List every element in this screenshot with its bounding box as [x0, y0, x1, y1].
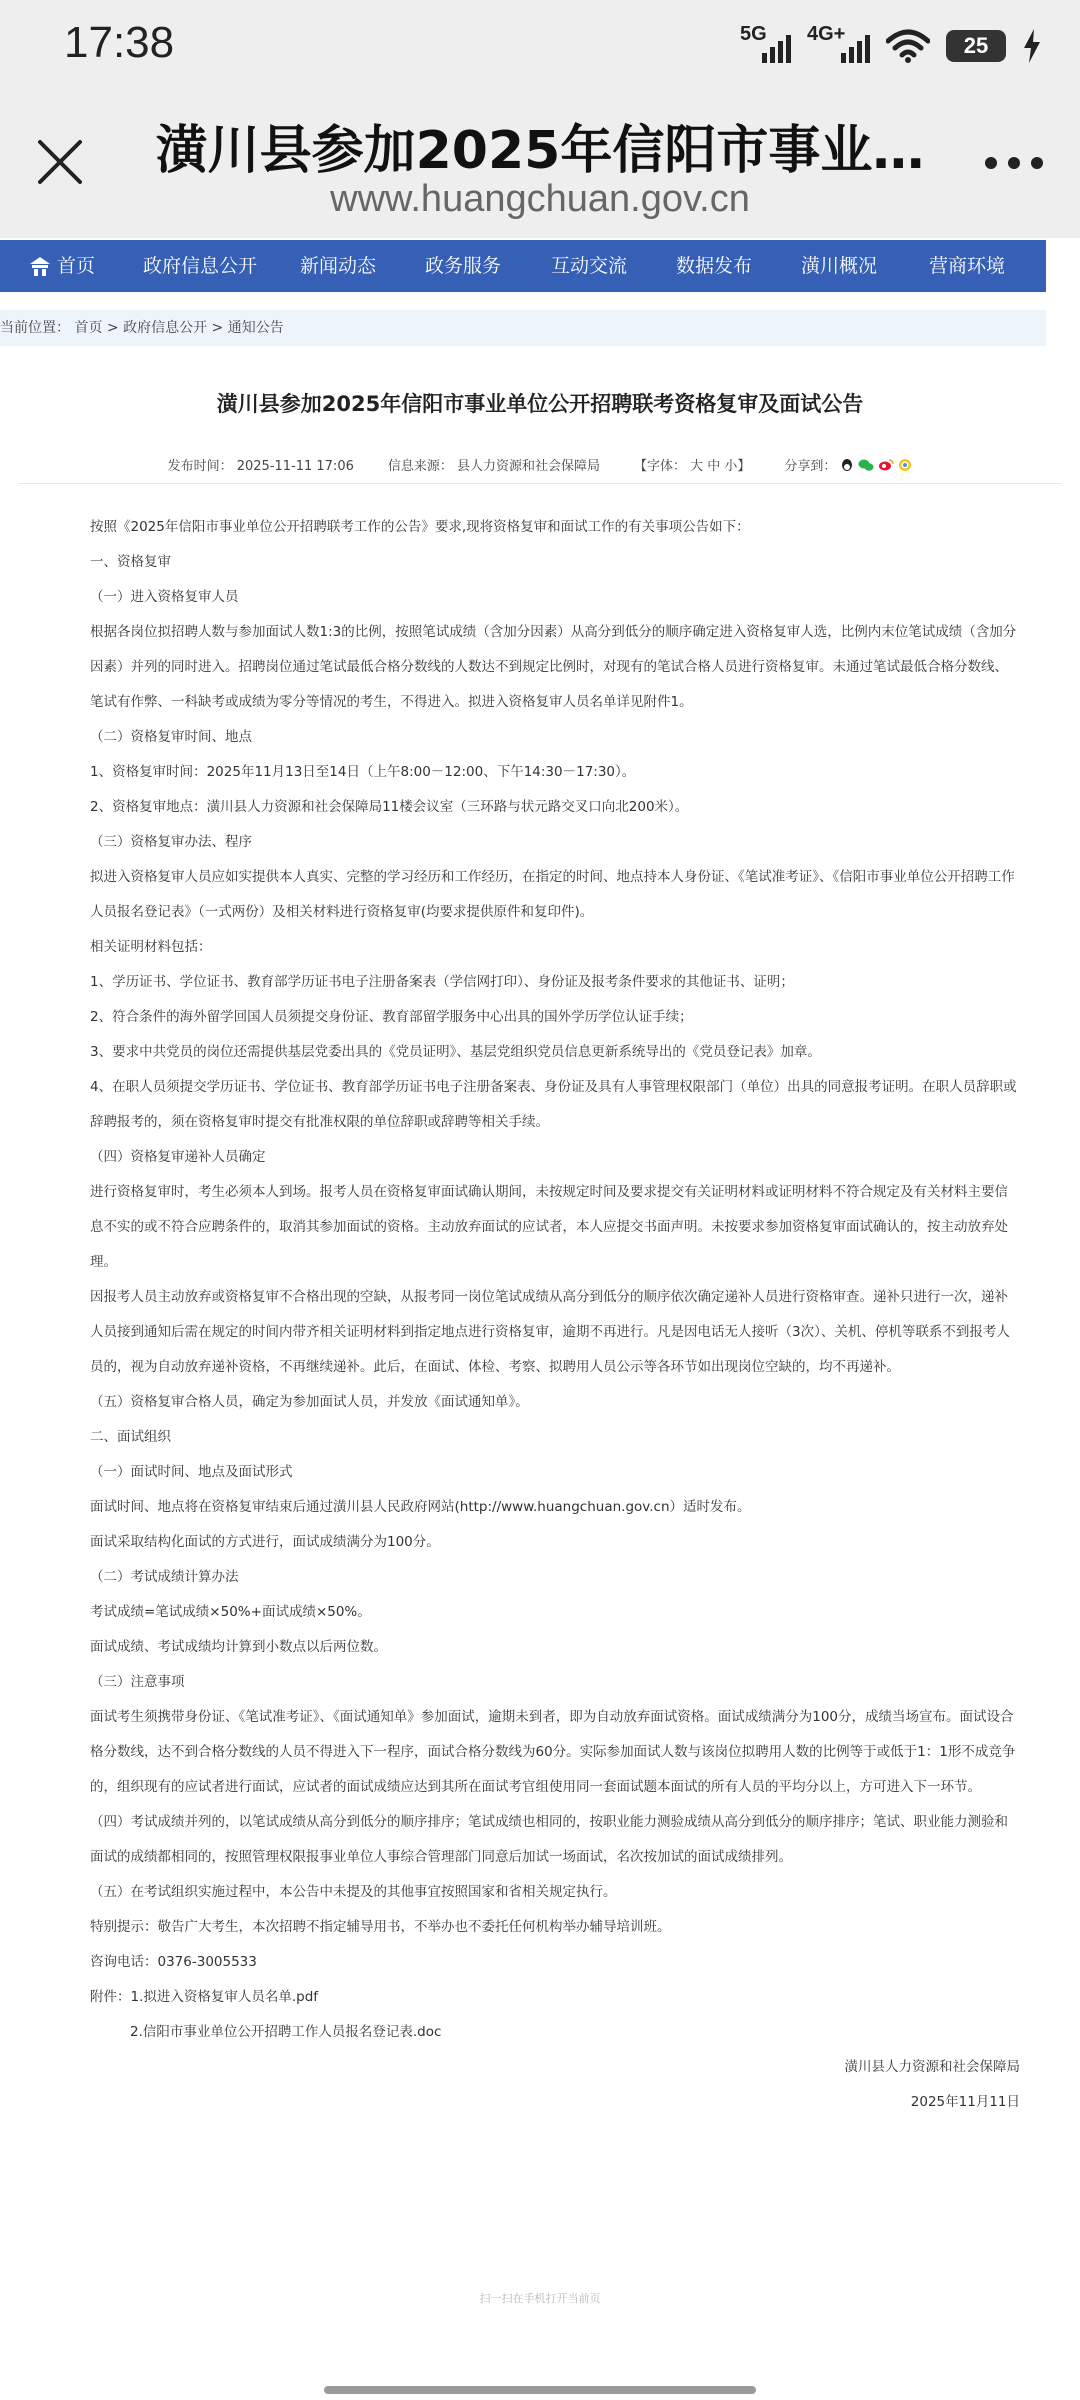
publish-time: 发布时间： 2025-11-11 17:06: [167, 459, 354, 474]
section-heading: 二、面试组织: [90, 1429, 171, 1445]
subsection-heading: （三）注意事项: [90, 1674, 185, 1690]
contact-phone: 咨询电话：0376-3005533: [90, 1954, 257, 1970]
nav-item-news[interactable]: 新闻动态: [299, 255, 376, 277]
info-source: 信息来源： 县人力资源和社会保障局: [387, 459, 600, 474]
share-bar: [784, 455, 912, 474]
signature-date: 2025年11月11日: [910, 2094, 1020, 2110]
paragraph: 面试考生须携带身份证、《笔试准考证》、《面试通知单》参加面试，逾期未到者，即为自动放弃面试资格。面试成绩满分为100分，成绩当场宣布。面试设合格分数线，达不到合格分数线的人员不得进入下一程序，面试合格分数线为60分。实际参加面试人数与该岗位拟聘用人数的比例等于或低于1：1形不成竞争的，组织现有的应试者进行面试，应试者的面试成绩应达到其所在面试考官组使用同一套面试题本面试的所有人员的平均分以上，方可进入下一环节。: [90, 1709, 1016, 1795]
wechat-icon[interactable]: [858, 458, 874, 472]
breadcrumb[interactable]: 当前位置： 首页 > 政府信息公开 > 通知公告: [0, 310, 1046, 346]
nav-item-data[interactable]: 数据发布: [675, 255, 752, 277]
nav-item-overview[interactable]: 潢川概况: [800, 255, 877, 277]
list-item: 3、要求中共党员的岗位还需提供基层党委出具的《党员证明》、基层党组织党员信息更新系统导出的《党员登记表》加章。: [90, 1044, 821, 1060]
paragraph: 拟进入资格复审人员应如实提供本人真实、完整的学习经历和工作经历，在指定的时间、地点持本人身份证、《笔试准考证》、《信阳市事业单位公开招聘工作人员报名登记表》（一式两份）及相关材料进行资格复审(均要求提供原件和复印件)。: [90, 869, 1015, 920]
close-icon[interactable]: [34, 136, 86, 188]
list-item: 1、学历证书、学位证书、教育部学历证书电子注册备案表（学信网打印）、身份证及报考条件要求的其他证书、证明；: [90, 974, 794, 990]
home-icon: [29, 255, 51, 277]
subsection-heading: （一）进入资格复审人员: [90, 589, 239, 605]
paragraph: 考试成绩=笔试成绩×50%+面试成绩×50%。: [90, 1604, 371, 1620]
weibo-icon[interactable]: [878, 458, 894, 472]
nav-item-gov-info[interactable]: 政府信息公开: [142, 255, 257, 277]
site-nav: [0, 240, 1046, 292]
nav-item-services[interactable]: 政务服务: [424, 255, 501, 277]
paragraph: 进行资格复审时，考生必须本人到场。报考人员在资格复审面试确认期间，未按规定时间及要求提交有关证明材料或证明材料不符合规定及有关材料主要信息不实的或不符合应聘条件的，取消其参加面试的资格。主动放弃面试的应试者，本人应提交书面声明。未按要求参加资格复审面试确认的，按主动放弃处理。: [90, 1184, 1008, 1270]
paragraph: 2、资格复审地点：潢川县人力资源和社会保障局11楼会议室（三环路与状元路交叉口向北200米）。: [90, 799, 689, 815]
qzone-icon[interactable]: [898, 458, 912, 472]
nav-item-business[interactable]: 营商环境: [928, 255, 1005, 277]
section-heading: 一、资格复审: [90, 554, 171, 570]
paragraph: 面试采取结构化面试的方式进行，面试成绩满分为100分。: [90, 1534, 440, 1550]
signal-5g-label: 5G: [740, 23, 767, 45]
paragraph: （五）资格复审合格人员，确定为参加面试人员，并发放《面试通知单》。: [90, 1394, 529, 1410]
paragraph: 按照《2025年信阳市事业单位公开招聘联考工作的公告》要求,现将资格复审和面试工作的有关事项公告如下：: [90, 519, 750, 535]
header-divider: [18, 483, 1062, 484]
signal-5g-icon: [740, 23, 791, 63]
wifi-icon: [886, 29, 930, 63]
paragraph: （五）在考试组织实施过程中，本公告中未提及的其他事宜按照国家和省相关规定执行。: [90, 1884, 617, 1900]
subsection-heading: （二）考试成绩计算办法: [90, 1569, 239, 1585]
list-item: 2、符合条件的海外留学回国人员须提交身份证、教育部留学服务中心出具的国外学历学位认证手续；: [90, 1009, 693, 1025]
paragraph: 根据各岗位拟招聘人数与参加面试人数1:3的比例，按照笔试成绩（含加分因素）从高分到低分的顺序确定进入资格复审人选，比例内末位笔试成绩（含加分因素）并列的同时进入。招聘岗位通过笔试最低合格分数线的人数达不到规定比例时，对现有的笔试合格人员进行资格复审。未通过笔试最低合格分数线、笔试有作弊、一科缺考或成绩为零分等情况的考生，不得进入。拟进入资格复审人员名单详见附件1。: [90, 624, 1017, 710]
nav-item-home[interactable]: [0, 240, 124, 292]
list-item: 4、在职人员须提交学历证书、学位证书、教育部学历证书电子注册备案表、身份证及具有人事管理权限部门（单位）出具的同意报考证明。在职人员辞职或辞聘报考的，须在资格复审时提交有批准权限的单位辞职或辞聘等相关手续。: [90, 1079, 1017, 1130]
signal-4g-icon: [807, 23, 870, 63]
browser-title-bar: [0, 90, 1080, 238]
article-body: [62, 510, 1020, 2120]
paragraph: 相关证明材料包括：: [90, 939, 212, 955]
paragraph: （四）考试成绩并列的，以笔试成绩从高分到低分的顺序排序；笔试成绩也相同的，按职业能力测验成绩从高分到低分的顺序排序；笔试、职业能力测验和面试的成绩都相同的，按照管理权限报事业单位人事综合管理部门同意后加试一场面试，名次按加试的面试成绩排列。: [90, 1814, 1008, 1865]
subsection-heading: （三）资格复审办法、程序: [90, 834, 252, 850]
home-indicator[interactable]: [324, 2386, 756, 2394]
attachment-link-1[interactable]: 附件：1.拟进入资格复审人员名单.pdf: [90, 1989, 319, 2005]
battery-icon: 25: [946, 30, 1006, 62]
article-meta: [0, 455, 1080, 474]
subsection-heading: （四）资格复审递补人员确定: [90, 1149, 266, 1165]
font-size-switcher[interactable]: 【字体： 大 中 小】: [634, 459, 751, 474]
paragraph: 1、资格复审时间：2025年11月13日至14日（上午8:00－12:00、下午14:30－17:30）。: [90, 764, 636, 780]
special-notice: 特别提示：敬告广大考生，本次招聘不指定辅导用书，不举办也不委托任何机构举办辅导培训班。: [90, 1919, 671, 1935]
paragraph: 因报考人员主动放弃或资格复审不合格出现的空缺，从报考同一岗位笔试成绩从高分到低分的顺序依次确定递补人员进行资格审查。递补只进行一次，递补人员接到通知后需在规定的时间内带齐相关证明材料到指定地点进行资格复审，逾期不再进行。凡是因电话无人接听（3次）、关机、停机等联系不到报考人员的，视为自动放弃递补资格，不再继续递补。此后，在面试、体检、考察、拟聘用人员公示等各环节如出现岗位空缺的，均不再递补。: [90, 1289, 1010, 1375]
qq-icon[interactable]: [840, 458, 854, 472]
subsection-heading: （一）面试时间、地点及面试形式: [90, 1464, 293, 1480]
page-url: www.huangchuan.gov.cn: [330, 178, 750, 220]
nav-item-interaction[interactable]: 互动交流: [550, 255, 627, 277]
status-icons: [740, 24, 1042, 68]
paragraph: 面试成绩、考试成绩均计算到小数点以后两位数。: [90, 1639, 387, 1655]
page-title: 潢川县参加2025年信阳市事业…: [155, 121, 925, 181]
scan-qr-hint: 扫一扫在手机打开当前页: [479, 2292, 601, 2305]
attachment-link-2[interactable]: 2.信阳市事业单位公开招聘工作人员报名登记表.doc: [130, 2024, 442, 2040]
share-label: 分享到：: [784, 459, 837, 474]
signal-4g-label: 4G+: [807, 23, 846, 45]
subsection-heading: （二）资格复审时间、地点: [90, 729, 252, 745]
paragraph: 面试时间、地点将在资格复审结束后通过潢川县人民政府网站(http://www.huangchuan.gov.cn）适时发布。: [90, 1499, 751, 1515]
clock: 17:38: [64, 18, 175, 67]
nav-item-label: 首页: [56, 255, 95, 277]
more-options-icon[interactable]: [984, 156, 1044, 170]
signature-org: 潢川县人力资源和社会保障局: [844, 2059, 1020, 2075]
charging-icon: [1022, 29, 1042, 63]
article-title: 潢川县参加2025年信阳市事业单位公开招聘联考资格复审及面试公告: [216, 392, 864, 416]
status-bar: [0, 0, 1080, 90]
